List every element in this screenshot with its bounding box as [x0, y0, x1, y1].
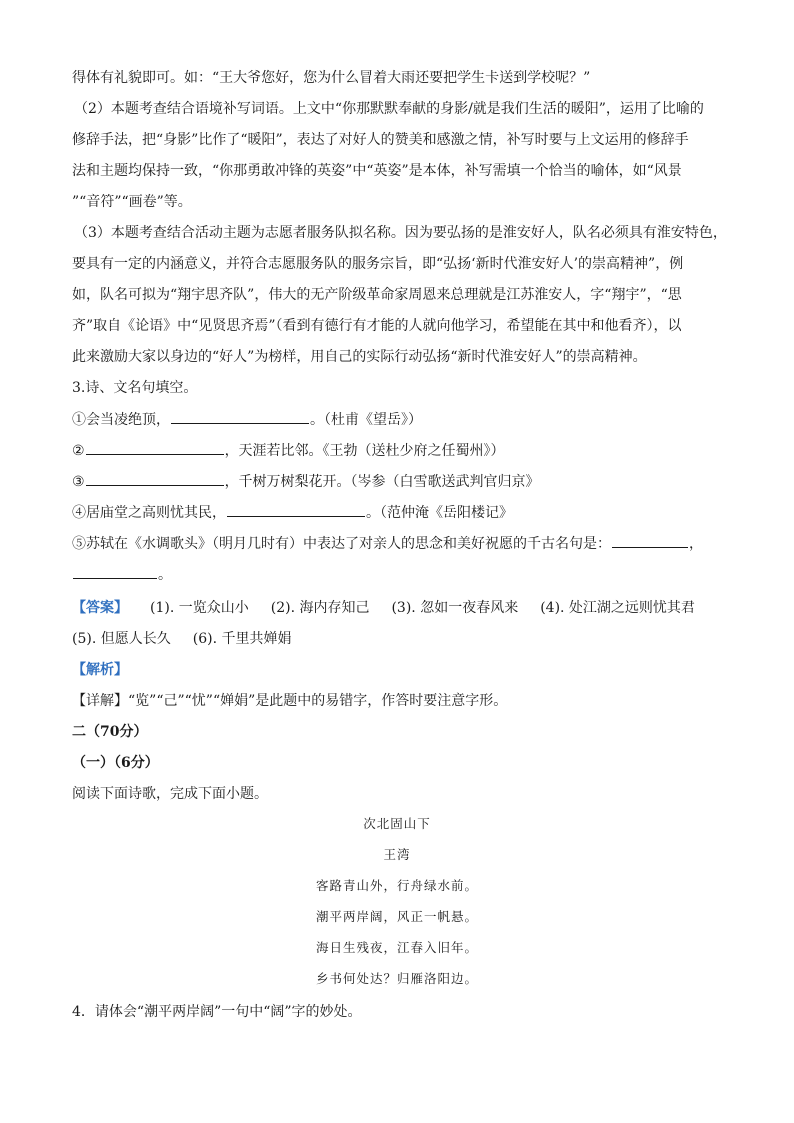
item-text: 。（杜甫《望岳》）	[310, 412, 422, 428]
analysis-label	[72, 660, 722, 680]
item-text: 。	[158, 567, 172, 583]
poem-author: 王湾	[383, 847, 411, 862]
fill-blank-item-3	[72, 471, 722, 492]
paragraph-line: （3）本题考查结合活动主题为志愿者服务队拟名称。因为要弘扬的是淮安好人，队名必须具有淮安特色，	[74, 225, 727, 241]
paragraph-line: 此来激励大家以身边的“好人”为榜样，用自己的实际行动弘扬“新时代淮安好人”的崇高精神。	[72, 349, 647, 365]
item-text: ②	[72, 443, 85, 459]
answer-blank[interactable]	[171, 409, 309, 424]
item-text: ，	[689, 536, 703, 552]
paragraph-line: （2）本题考查结合语境补写词语。上文中“你那默默奉献的身影/就是我们生活的暖阳”，运用了比喻的	[74, 101, 704, 117]
detail-label: 【详解】	[72, 693, 128, 709]
fill-blank-item-2	[72, 440, 722, 461]
item-text: ，千树万树梨花开。（岑参（白雪歌送武判官归京》	[224, 474, 540, 490]
answer-line	[72, 598, 722, 618]
answer-blank[interactable]	[86, 440, 224, 455]
paragraph-line: 齐”取自《论语》中“见贤思齐焉”（看到有德行有才能的人就向他学习，希望能在其中和他看齐），以	[72, 318, 682, 334]
item-text: ①会当凌绝顶，	[72, 412, 170, 428]
section-heading: 二（70分）	[72, 724, 148, 740]
poem-title: 次北固山下	[363, 816, 431, 831]
item-text: ④居庙堂之高则忧其民，	[72, 505, 226, 521]
poem-line: 乡书何处达？归雁洛阳边。	[315, 971, 478, 986]
answer-line	[72, 629, 722, 649]
poem-line: 客路青山外，行舟绿水前。	[315, 878, 478, 893]
paragraph-line: 法和主题均保持一致，“你那勇敢冲锋的英姿”中“英姿”是本体，补写需填一个恰当的喻体，如“风景	[72, 163, 682, 179]
answer-blank[interactable]	[73, 564, 157, 579]
answer-blank[interactable]	[612, 533, 688, 548]
paragraph-line: 修辞手法，把“身影”比作了“暖阳”，表达了对好人的赞美和感激之情，补写时要与上文运用的修辞手	[72, 132, 689, 148]
sub-heading: （一）（6分）	[72, 755, 159, 771]
answer-label: 【答案】	[72, 600, 128, 616]
fill-blank-item-1	[72, 409, 722, 430]
answer-item: (4). 处江湖之远则忧其君	[540, 600, 695, 616]
fill-blank-item-5-cont	[72, 564, 722, 585]
detail-line	[72, 691, 722, 711]
paragraph-line: 得体有礼貌即可。如：“王大爷您好，您为什么冒着大雨还要把学生卡送到学校呢？”	[72, 70, 591, 86]
answer-item: (6). 千里共婵娟	[192, 631, 292, 647]
question-4: 4．请体会“潮平两岸阔”一句中“阔”字的妙处。	[72, 1004, 362, 1020]
fill-blank-item-4	[72, 502, 722, 523]
answer-item: (2). 海内存知己	[270, 600, 370, 616]
answer-item: (5). 但愿人长久	[72, 631, 171, 647]
item-text: 。（范仲淹《岳阳楼记》	[366, 505, 513, 521]
answer-item: (1). 一览众山小	[150, 600, 249, 616]
item-text: ，天涯若比邻。《王勃（送杜少府之任蜀州》）	[224, 443, 505, 459]
paragraph-line: ”“音符”“画卷”等。	[72, 194, 192, 210]
analysis-label-text: 【解析】	[72, 662, 128, 678]
answer-blank[interactable]	[227, 502, 365, 517]
answer-blank[interactable]	[86, 471, 224, 486]
question-3-title: 3.诗、文名句填空。	[72, 380, 198, 396]
poem-line: 潮平两岸阔，风正一帆悬。	[315, 909, 478, 924]
fill-blank-item-5	[72, 533, 722, 554]
answer-item: (3). 忽如一夜春风来	[391, 600, 519, 616]
instruction: 阅读下面诗歌，完成下面小题。	[72, 786, 268, 802]
detail-text: “览”“己”“忧”“婵娟”是此题中的易错字，作答时要注意字形。	[128, 693, 508, 709]
item-text: ③	[72, 474, 85, 490]
paragraph-line: 要具有一定的内涵意义，并符合志愿服务队的服务宗旨，即“弘扬‘新时代淮安好人’的崇高精神”，例	[72, 256, 684, 272]
poem-line: 海日生残夜，江春入旧年。	[315, 940, 478, 955]
paragraph-line: 如，队名可拟为“翔宇思齐队”，伟大的无产阶级革命家周恩来总理就是江苏淮安人，字“翔宇”，“思	[72, 287, 682, 303]
item-text: ⑤苏轼在《水调歌头》（明月几时有）中表达了对亲人的思念和美好祝愿的千古名句是：	[72, 536, 611, 552]
